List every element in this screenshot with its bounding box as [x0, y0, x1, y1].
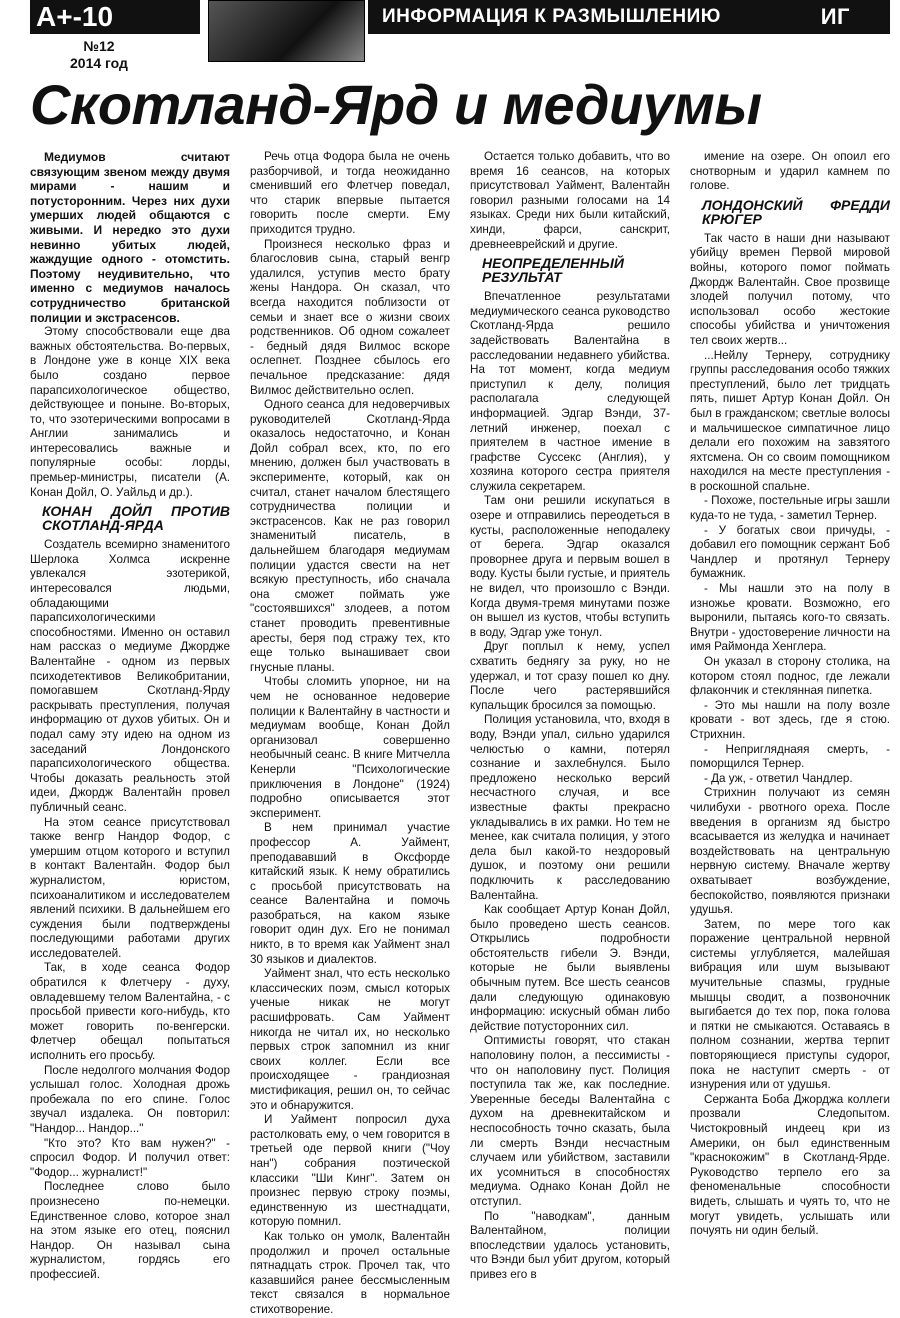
column-1: [30, 150, 230, 1281]
paragraph: Одного сеанса для недоверчивых руководителей Скотланд-Ярда оказалось недостаточно, и Конан Дойл собрал всех, кто, по его мнению, должен был участвовать в эксперименте, который, как он считал, станет началом блестящего сотрудничества полиции и экстрасенсов. Как не раз говорил знаменитый писатель, в дальнейшем благодаря медиумам полиции удастся свести на нет всякую преступность, ибо сначала она сможет поймать уже "состоявшихся" злодеев, а потом станет проводить превентивные аресты, беря под стражу тех, кто еще только вынашивает свои гнусные планы.: [250, 398, 450, 674]
paragraph: Впечатленное результатами медиумического сеанса руководство Скотланд-Ярда решило задействовать Валентайна в расследовании недавнего убийства. На тот момент, когда медиум приступил к делу, полиция располагала следующей информацией. Эдгар Вэнди, 37-летний инженер, поехал с приятелем в частное имение в графстве Суссекс (Англия), у хозяина которого сестра приятеля служила секретарем.: [470, 290, 670, 493]
paragraph: Уаймент знал, что есть несколько классических поэм, смысл которых ученые никак не могут расшифровать. Сам Уаймент никогда не читал их, но несколько первых строк запомнил из книг своих коллег. Если все происходящее - грандиозная мистификация, решил он, то сейчас это и обнаружится.: [250, 967, 450, 1112]
newspaper-page: [10, 0, 890, 1316]
paragraph: Создатель всемирно знаменитого Шерлока Холмса искренне увлекался эзотерикой, интересовался людьми, обладающими парапсихологическими способностями. Именно он оставил нам рассказ о медиуме Джордже Валентайне - одном из первых психодетективов Великобритании, помогавшем Скотланд-Ярду раскрывать преступления, получая информацию от духов убитых. Он и подал саму эту идею на одном из заседаний Лондонского парапсихологического общества. Чтобы доказать реальность этой идеи, Джордж Валентайн провел публичный сеанс.: [30, 538, 230, 814]
paragraph: Чтобы сломить упорное, ни на чем не основанное недоверие полиции к Валентайну в частности и медиумам вообще, Конан Дойл организовал совершенно необычный сеанс. В книге Митчелла Кенерли "Психологические приключения в Лондоне" (1924) подробно описывается этот эксперимент.: [250, 675, 450, 820]
paragraph: По "наводкам", данным Валентайном, полиции впоследствии удалось установить, что Вэнди был убит другом, который привез его в: [470, 1209, 670, 1281]
paragraph: Затем, по мере того как поражение центральной нервной системы углубляется, малейшая вибрация или шум вызывают мучительные спазмы, грудные мышцы сводит, а позвоночник выгибается до тех пор, пока голова и пятки не смыкаются. Оставаясь в полном сознании, жертва терпит повторяющиеся приступы судорог, пока не наступит смерть - от изнурения или от удушья.: [690, 917, 890, 1092]
paragraph: Остается только добавить, что во время 16 сеансов, на которых присутствовал Уаймент, Валентайн говорил разными голосами на 14 языках. Среди них были китайский, хинди, фарси, санскрит, древнееврейский и другие.: [470, 150, 670, 251]
col3-paragraphs-b: [470, 290, 670, 1282]
section-label-right: [368, 0, 890, 34]
article-body: [30, 150, 890, 1316]
lead-paragraph: Медиумов считают связующим звеном между двумя мирами - нашим и потусторонним. Через них духи умерших людей общаются с живыми. И нередко это духи невинно убитых людей, жаждущие одного - отомстить. Поэтому неудивительно, что именно с медиумов началось сотрудничество британской полиции и экстрасенсов.: [30, 150, 230, 325]
col1-paragraphs-b: [30, 538, 230, 1282]
paragraph: ...Нейлу Тернеру, сотруднику группы расследования особо тяжких преступлений, было лет тридцать пять, пишет Артур Конан Дойл. Он был в гражданском; светлые волосы и мальчишеское симпатичное лицо делали его похожим на завзятого яхтсмена. Он со своим помощником находился на месте преступления - в роскошной спальне.: [690, 348, 890, 493]
issue-number: №12: [83, 38, 115, 54]
paragraph: Как только он умолк, Валентайн продолжил и прочел остальные пятнадцать строк. Прочел так, что казавшийся ранее бессмысленным текст связался в нормальное стихотворение.: [250, 1229, 450, 1316]
paragraph: Стрихнин получают из семян чилибухи - рвотного ореха. После введения в организм яд быстро всасывается из желудка и начинает воздействовать на центральную нервную систему. Вначале жертву охватывает возбуждение, беспокойство, появляются признаки удушья.: [690, 786, 890, 917]
paragraph: Как сообщает Артур Конан Дойл, было проведено шесть сеансов. Открылись подробности обстоятельств гибели Э. Вэнди, которые не были выявлены обычным путем. Все шесть сеансов дали следующую одинаковую информацию: искусный обман либо действие потусторонних сил.: [470, 903, 670, 1033]
paragraph: Полиция установила, что, входя в воду, Вэнди упал, сильно ударился челюстью о камни, потерял сознание и захлебнулся. Было предложено несколько версий несчастного случая, и все известные факты прекрасно укладывались в их рамки. Но тем не менее, как считала полиция, у этого дела был какой-то нездоровый душок, и поэтому они решили подключить к расследованию Валентайна.: [470, 713, 670, 902]
paragraph: Так часто в наши дни называют убийцу времен Первой мировой войны, которого помог поймать Джордж Валентайн. Свое прозвище злодей получил потому, что использовал особо жестокие способы убийства и уничтожения тел своих жертв...: [690, 231, 890, 347]
section-title: ИНФОРМАЦИЯ К РАЗМЫШЛЕНИЮ: [382, 6, 721, 27]
article-headline: Скотланд-Ярд и медиумы: [30, 73, 762, 136]
column-3: [470, 150, 670, 1281]
col4-paragraphs-b: [690, 232, 890, 1239]
column-2: [250, 150, 450, 1316]
section-header: [30, 0, 890, 34]
paragraph: Так, в ходе сеанса Фодор обратился к Флетчеру - духу, овладевшему телом Валентайна, - с просьбой привести кого-нибудь, кто может говорить по-венгерски. Флетчер обещал попытаться исполнить его просьбу.: [30, 961, 230, 1063]
col3-paragraphs-a: [470, 150, 670, 252]
section-tag: ИГ: [820, 4, 850, 29]
paragraph: В нем принимал участие профессор А. Уаймент, преподававший в Оксфорде китайский язык. К нему обратились с просьбой присутствовать на сеансе Валентайна и помочь разобраться, на каком языке говорит один дух. Его не понимал никто, в то время как Уаймент знал 30 языков и диалектов.: [250, 821, 450, 966]
paragraph: "Кто это? Кто вам нужен?" - спросил Фодор. И получил ответ: "Фодор... журналист!": [30, 1136, 230, 1179]
paragraph: - Да уж, - ответил Чандлер.: [704, 771, 853, 785]
paragraph: - У богатых свои причуды, - добавил его помощник сержант Боб Чандлер и протянул Тернеру бумажник.: [690, 523, 890, 581]
paragraph: - Это мы нашли на полу возле кровати - вот здесь, где я стою. Стрихнин.: [690, 698, 890, 741]
paragraph: Последнее слово было произнесено по-немецки. Единственное слово, которое знал на этом языке его отец, пояснил Нандор. Он называл сына журналистом, гордясь его профессией.: [30, 1180, 230, 1281]
subheading-3: ЛОНДОНСКИЙ ФРЕДДИ КРЮГЕР: [702, 196, 890, 227]
paragraph: Друг поплыл к нему, успел схватить беднягу за руку, но не удержал, и тот сразу пошел ко дну. После чего растерявшийся купальщик бросился за помощью.: [470, 640, 670, 712]
col4-paragraphs-a: [690, 150, 890, 194]
paragraph: Сержанта Боба Джорджа коллеги прозвали Следопытом. Чистокровный индеец кри из Америки, он был единственным "краснокожим" в Скотланд-Ярде. Руководство терпело его за феноменальные способности видеть, слышать и чуять то, что не могут увидеть, услышать или почуять ни один белый.: [690, 1092, 890, 1238]
issue-year: 2014 год: [70, 55, 128, 71]
paragraph: - Непригляднаяя смерть, - поморщился Тернер.: [690, 742, 890, 771]
subheading-2: НЕОПРЕДЕЛЕННЫЙ РЕЗУЛЬТАТ: [482, 255, 624, 286]
paragraph: Там они решили искупаться в озере и отправились переодеться в кусты, расположенные неподалеку от берега. Эдгар оказался проворнее друга и первым вошел в воду. Кусты были густые, и приятель не видел, что произошло с Вэнди. Когда двумя-тремя минутами позже он вышел из кустов, чтобы вступить в воду, Эдгар уже тонул.: [470, 494, 670, 639]
col2-paragraphs: [250, 150, 450, 1318]
header-photo: [208, 0, 365, 62]
paragraph: - Мы нашли это на полу в изножье кровати. Возможно, его выронили, пытаясь кого-то связать. Внутри - удостоверение личности на имя Раймонда Хенглера.: [690, 582, 890, 654]
paragraph: имение на озере. Он опоил его снотворным и ударил камнем по голове.: [690, 150, 890, 193]
paragraph: Произнеся несколько фраз и благословив сына, старый венгр удалился, уступив место брату жены Нандора. Он сказал, что всегда находится поблизости от семьи и знает все о жизни своих родственников. Об одном сожалеет - бедный дядя Вилмос вскоре ослепнет. Позднее сбылось его печальное предсказание: дядя Вилмос действительно ослеп.: [250, 237, 450, 397]
paragraph: Речь отца Фодора была не очень разборчивой, и тогда неожиданно сменивший его Флетчер поведал, что старик впервые пытается говорить после смерти. Ему приходится трудно.: [250, 150, 450, 236]
subheading-1: КОНАН ДОЙЛ ПРОТИВ СКОТЛАНД-ЯРДА: [42, 503, 230, 534]
column-4: [690, 150, 890, 1238]
paragraph: Оптимисты говорят, что стакан наполовину полон, а пессимисты - что он наполовину пуст. Полиция поступила так же, как последние. Уверенные беседы Валентайна с духом на древнекитайском и неспособность точно сказать, была ли смерть Вэнди несчастным случаем или убийством, заставили их усомниться в способностях медиума. Однако Конан Дойл не отступил.: [470, 1034, 670, 1208]
paragraph: Этому способствовали еще два важных обстоятельства. Во-первых, в Лондоне уже в конце XIX века было создано первое парапсихологическое общество, действующее и поныне. Во-вторых, то, что эзотерическими вопросами в Англии занимались и интересовались важные и популярные особы: лорды, премьер-министры, писатели (А. Конан Дойл, О. Уайльд и др.).: [30, 325, 230, 499]
col1-paragraphs-a: [30, 325, 230, 500]
paragraph: На этом сеансе присутствовал также венгр Нандор Фодор, с умершим отцом которого и вступил в контакт Валентайн. Фодор был журналистом, юристом, психоаналитиком и исследователем явлений психики. В дальнейшем его суждения были подтверждены последующими работами других исследователей.: [30, 815, 230, 960]
section-label-left: А+-10: [30, 0, 200, 34]
issue-info: [70, 38, 128, 72]
paragraph: И Уаймент попросил духа растолковать ему, о чем говорится в третьей оде первой книги ("Чоу нан") собрания поэтической классики "Ши Кинг". Затем он произнес первую строку поэмы, единственную из шестнадцати, которую помнил.: [250, 1113, 450, 1229]
paragraph: - Похоже, постельные игры зашли куда-то не туда, - заметил Тернер.: [690, 494, 890, 523]
paragraph: После недолгого молчания Фодор услышал голос. Холодная дрожь пробежала по его спине. Голос звучал издалека. Он повторил: "Нандор... Нандор...": [30, 1063, 230, 1135]
paragraph: Он указал в сторону столика, на котором стоял поднос, где лежали флакончик и стеклянная пипетка.: [690, 655, 890, 698]
